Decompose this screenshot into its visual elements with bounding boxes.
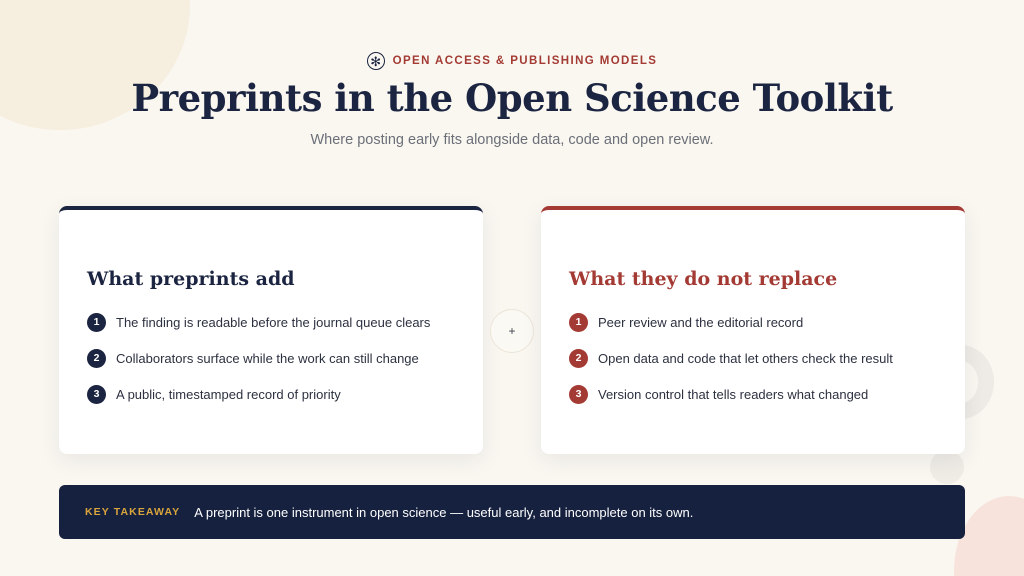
background-decoration-dot	[930, 450, 964, 484]
list-item-text: Peer review and the editorial record	[598, 314, 804, 330]
list-item	[87, 340, 455, 376]
list-item	[569, 304, 937, 340]
list-item-text: Version control that tells readers what changed	[598, 386, 869, 402]
list-item	[569, 376, 937, 412]
number-badge: 3	[87, 385, 106, 404]
number-badge: 2	[569, 349, 588, 368]
eyebrow	[0, 52, 1024, 70]
number-badge: 2	[87, 349, 106, 368]
list-item-text: Collaborators surface while the work can still change	[116, 350, 419, 366]
card-what-preprints-add	[59, 206, 483, 454]
card-what-they-do-not-replace	[541, 206, 965, 454]
plus-connector: +	[490, 309, 534, 353]
takeaway-text: A preprint is one instrument in open science — useful early, and incomplete on its own.	[194, 504, 694, 520]
asterisk-circle-icon: ✻	[367, 52, 385, 70]
page-title: Preprints in the Open Science Toolkit	[131, 76, 893, 120]
page-subtitle: Where posting early fits alongside data, code and open review.	[310, 132, 714, 148]
list-item-text: Open data and code that let others check the result	[598, 350, 893, 366]
number-badge: 1	[87, 313, 106, 332]
list-item	[87, 304, 455, 340]
list-item-text: The finding is readable before the journal queue clears	[116, 314, 431, 330]
number-badge: 1	[569, 313, 588, 332]
takeaway-label: KEY TAKEAWAY	[85, 506, 181, 518]
list-item	[87, 376, 455, 412]
card-title: What they do not replace	[569, 268, 838, 290]
list-item-text: A public, timestamped record of priority	[116, 386, 341, 402]
card-title: What preprints add	[87, 268, 295, 290]
list-item	[569, 340, 937, 376]
eyebrow-label: OPEN ACCESS & PUBLISHING MODELS	[392, 55, 658, 67]
key-takeaway-banner	[59, 485, 965, 539]
number-badge: 3	[569, 385, 588, 404]
